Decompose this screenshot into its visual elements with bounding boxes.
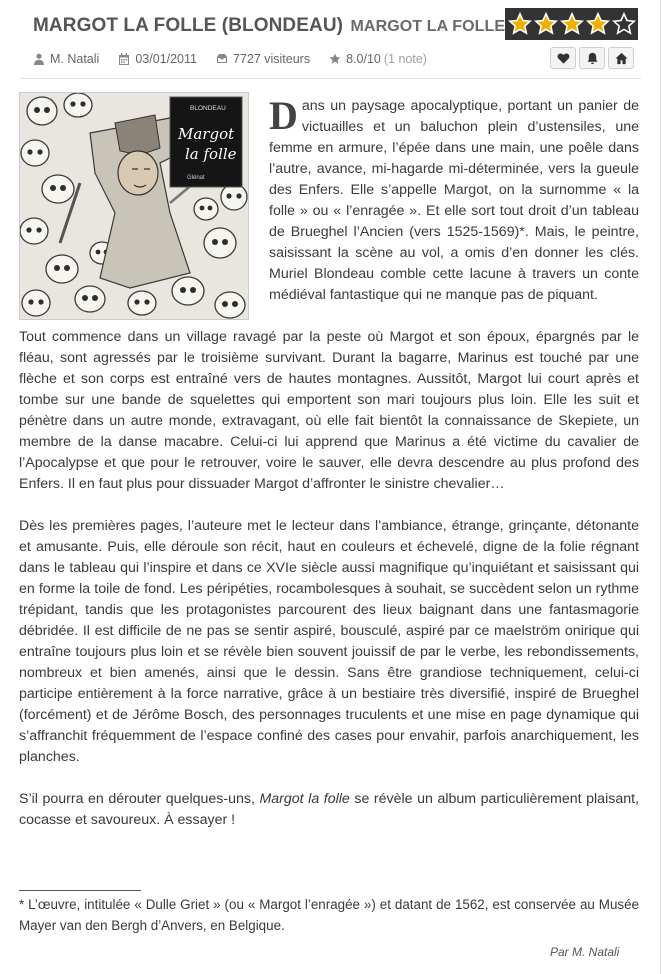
review-body (19, 93, 639, 852)
cover-publisher: Glénat (187, 175, 205, 181)
eye-icon (216, 53, 228, 65)
meta-author (33, 52, 99, 66)
score-value: 8.0/10 (346, 52, 381, 66)
paragraph-1-text: ans un paysage apocalyptique, portant un panier de victuailles et un baluchon plein d’ustensiles, une femme en armure, l’épée dans une main, une poêle dans l’autre, avance, mi-hagarde mi-déterminée, vers la gueule des Enfers. Elle s’appelle Margot, on la surnomme « la folle » ou « l’enragée ». Et elle sort tout droit d’un tableau de Brueghel l’Ancien (vers 1525-1569)*. Mais, le peintre, saisissant la scène au vol, a omis d’en donner les clés. Muriel Blondeau comble cette lacune à travers un conte médiéval fantastique qui ne manque pas de piquant. (269, 98, 639, 303)
paragraph-4-end: se révèle un album particulièrement plaisant, cocasse et savoureux. À essayer ! (19, 791, 639, 828)
star-icon (560, 12, 584, 36)
paragraph-4 (19, 789, 639, 831)
star-icon (329, 53, 341, 65)
cover-title-line2: la folle (185, 145, 237, 163)
heart-icon (557, 52, 570, 65)
user-icon (33, 53, 45, 65)
favorite-button[interactable] (550, 47, 576, 69)
review-byline: Par M. Natali (550, 945, 620, 959)
paragraph-1 (19, 93, 639, 306)
header-divider (20, 78, 641, 79)
star-icon (586, 12, 610, 36)
alert-button[interactable] (579, 47, 605, 69)
cover-author-text: BLONDEAU (190, 105, 226, 112)
author-name[interactable]: M. Natali (50, 52, 100, 66)
bell-icon (586, 52, 599, 65)
star-empty-icon (612, 12, 636, 36)
page-title (33, 15, 505, 37)
meta-score (329, 52, 427, 66)
cover-float-spacer (19, 96, 269, 322)
paragraph-4-start: S’il pourra en dérouter quelques-uns, (19, 791, 260, 807)
action-buttons (550, 47, 634, 69)
note-count: (1 note) (383, 52, 427, 66)
home-icon (615, 52, 628, 65)
meta-date (118, 52, 197, 66)
album-title-italic: Margot la folle (259, 791, 350, 807)
footnote-rule (19, 890, 141, 891)
star-icon (534, 12, 558, 36)
album-title: MARGOT LA FOLLE (BLONDEAU) (33, 15, 344, 36)
paragraph-3: Dès les premières pages, l’auteure met le lecteur dans l’ambiance, étrange, grinçante, détonante et amusante. Puis, elle déroule son récit, haut en couleurs et échevelé, digne de la folie régnant dans le tableau qui l’inspire et dans ce XVIe siècle aussi magnifique qu’inquiétant et saisissant qui en forme la toile de fond. Les péripéties, rocambolesques à souhait, se succèdent selon un rythme trépidant, tandis que les protagonistes parcourent des lieux baignant dans une fantasmagorie débridée. Il est difficile de ne pas se sentir aspiré, bousculé, aspiré par ce maelström onirique qui entraîne toujours plus loin et se révèle bien souvent jouissif de par le verbe, les rebondissements, nombreux et bien amenés, ainsi que le dessin. Sans être grandiose techniquement, celui-ci participe entièrement à la force narrative, grâce à un bestiaire très diversifié, inspiré de Brueghel (forcément) et de Jérôme Bosch, des personnages truculents et une mise en page dynamique qui s’affranchit fréquemment de l’espace confiné des cases pour envahir, parfois anarchiquement, les planches. (19, 518, 639, 765)
review-date: 03/01/2011 (135, 52, 197, 66)
series-title: MARGOT LA FOLLE (350, 18, 506, 35)
drop-cap: D (269, 93, 298, 138)
rating-stars (505, 8, 638, 40)
home-button[interactable] (608, 47, 634, 69)
calendar-icon (118, 53, 130, 65)
paragraph-2: Tout commence dans un village ravagé par la peste où Margot et son époux, épargnés par le fléau, sont agressés par le troisième survivant. Durant la bagarre, Marinus est touché par une flèche et son corps est entraîné vers de hautes montagnes. Aussitôt, Margot lui court après et tombe sur une bande de squelettes qui emportent son mari toujours plus loin. Elle les suit et pénètre dans un autre monde, extravagant, où elle fait bientôt la connaissance de Skepiete, un membre de la danse macabre. Celui-ci lui apprend que Marinus a été victime du cavalier de l’Apocalypse et que pour le retrouver, voire le sauver, elle devra descendre au plus profond des Enfers. Il en faut plus pour dissuader Margot d’affronter le sinistre chevalier… (19, 329, 639, 492)
review-meta (33, 50, 446, 68)
cover-title-line1: Margot (178, 125, 235, 143)
meta-visitors (216, 52, 310, 66)
visitor-count: 7727 visiteurs (232, 52, 311, 66)
review-header (0, 0, 661, 80)
footnote: * L’œuvre, intitulée « Dulle Griet » (ou « Margot l’enragée ») et datant de 1562, est conservée au Musée Mayer van den Bergh d’Anvers, en Belgique. (19, 897, 639, 933)
star-icon (508, 12, 532, 36)
